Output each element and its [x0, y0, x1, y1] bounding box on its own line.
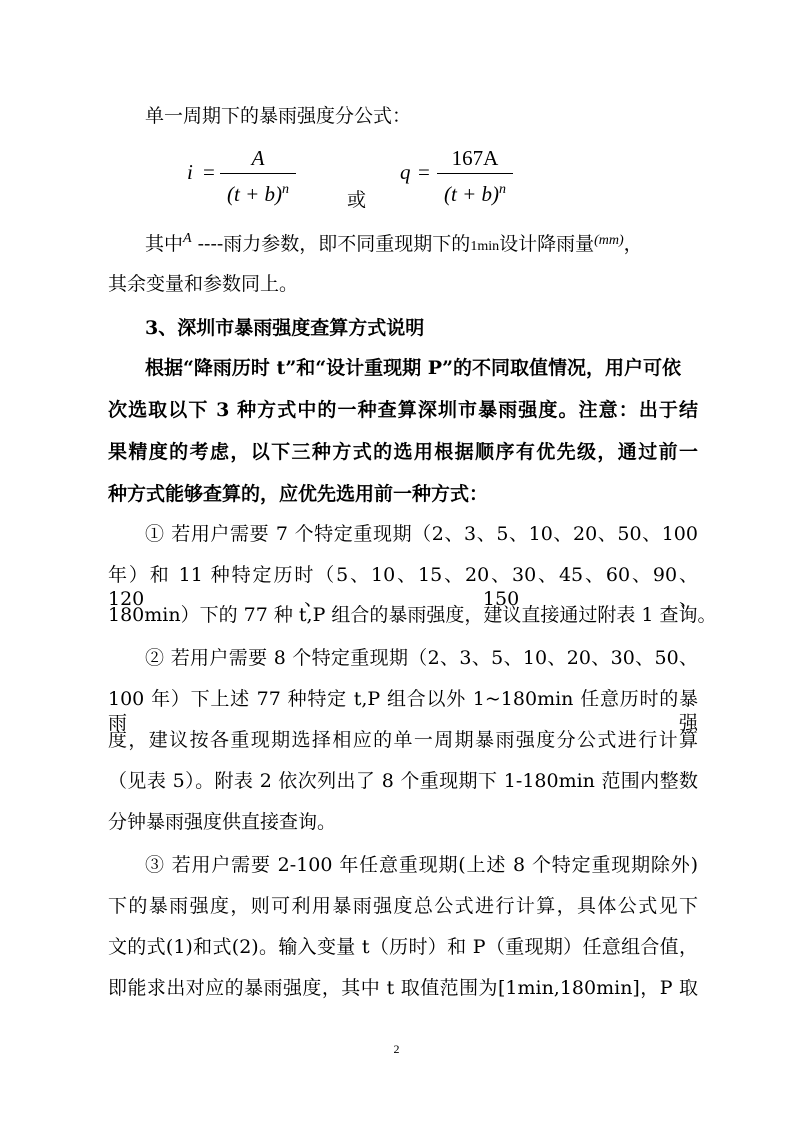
formula-i-exponent: n	[282, 182, 289, 197]
unit-1min: 1min	[470, 239, 500, 254]
item2-line-2: 100 年）下上述 77 种特定 t,P 组合以外 1~180min 任意历时的暴雨强	[108, 688, 698, 734]
item3-line-4: 即能求出对应的暴雨强度，其中 t 取值范围为[1min,180min]，P 取	[108, 977, 698, 999]
bold-paragraph-line-4: 种方式能够查算的，应优先选用前一种方式：	[108, 483, 489, 505]
item2-line-3: 度，建议按各重现期选择相应的单一周期暴雨强度分公式进行计算	[108, 729, 698, 751]
param-def-line-2: 其余变量和参数同上。	[108, 273, 299, 295]
page-number: 2	[393, 1042, 400, 1056]
section-title: 3、深圳市暴雨强度查算方式说明	[145, 317, 425, 339]
unit-mm: (mm)	[594, 233, 624, 248]
formula-q-exponent: n	[499, 182, 506, 197]
item3-line-3: 文的式(1)和式(2)。输入变量 t（历时）和 P（重现期）任意组合值，	[108, 936, 698, 958]
item1-line-2: 年）和 11 种特定历时（5、10、15、20、30、45、60、90、120、150、	[108, 564, 698, 610]
bold-paragraph-line-1: 根据“降雨历时 t”和“设计重现期 P”的不同取值情况，用户可依	[145, 357, 682, 379]
intro-line: 单一周期下的暴雨强度分公式：	[145, 105, 412, 127]
item2-line-5: 分钟暴雨强度供直接查询。	[108, 811, 337, 833]
formula-q-denominator: $(t + b)^n$	[444, 182, 506, 206]
item2-line-4: （见表 5）。附表 2 依次列出了 8 个重现期下 1-180min 范围内整数	[108, 770, 698, 792]
formula-i-numerator: A	[251, 146, 265, 170]
bold-paragraph-line-3: 果精度的考虑，以下三种方式的选用根据顺序有优先级，通过前一	[108, 441, 698, 463]
formula-i-denominator: $(t + b)^n$	[227, 182, 289, 206]
formula-or: 或	[347, 189, 367, 211]
item3-line-2: 下的暴雨强度，则可利用暴雨强度总公式进行计算，具体公式见下	[108, 895, 698, 917]
formula-q-lhs: q	[400, 160, 411, 184]
param-def-line: 其中$^A$ ----雨力参数，即不同重现期下的1min设计降雨量$^{(mm)}$，	[145, 231, 643, 255]
bold-paragraph-line-2: 次选取以下 3 种方式中的一种查算深圳市暴雨强度。注意：出于结	[108, 399, 698, 421]
formula-i-lhs: i	[187, 160, 193, 184]
item2-line-1: ② 若用户需要 8 个特定重现期（2、3、5、10、20、30、50、	[145, 647, 698, 669]
item1-line-3: 180min）下的 77 种 t,P 组合的暴雨强度，建议直接通过附表 1 查询。	[108, 604, 717, 626]
param-symbol-a: A	[183, 231, 192, 246]
formula-q-eq: =	[418, 160, 430, 184]
formula-q-fraction	[437, 145, 513, 208]
item1-line-1: ① 若用户需要 7 个特定重现期（2、3、5、10、20、50、100	[145, 523, 698, 545]
formula-i-eq: =	[203, 160, 215, 184]
formula-i-fraction	[220, 145, 296, 208]
formula-q-numerator: 167A	[451, 146, 499, 170]
item3-line-1: ③ 若用户需要 2-100 年任意重现期(上述 8 个特定重现期除外)	[145, 854, 698, 876]
